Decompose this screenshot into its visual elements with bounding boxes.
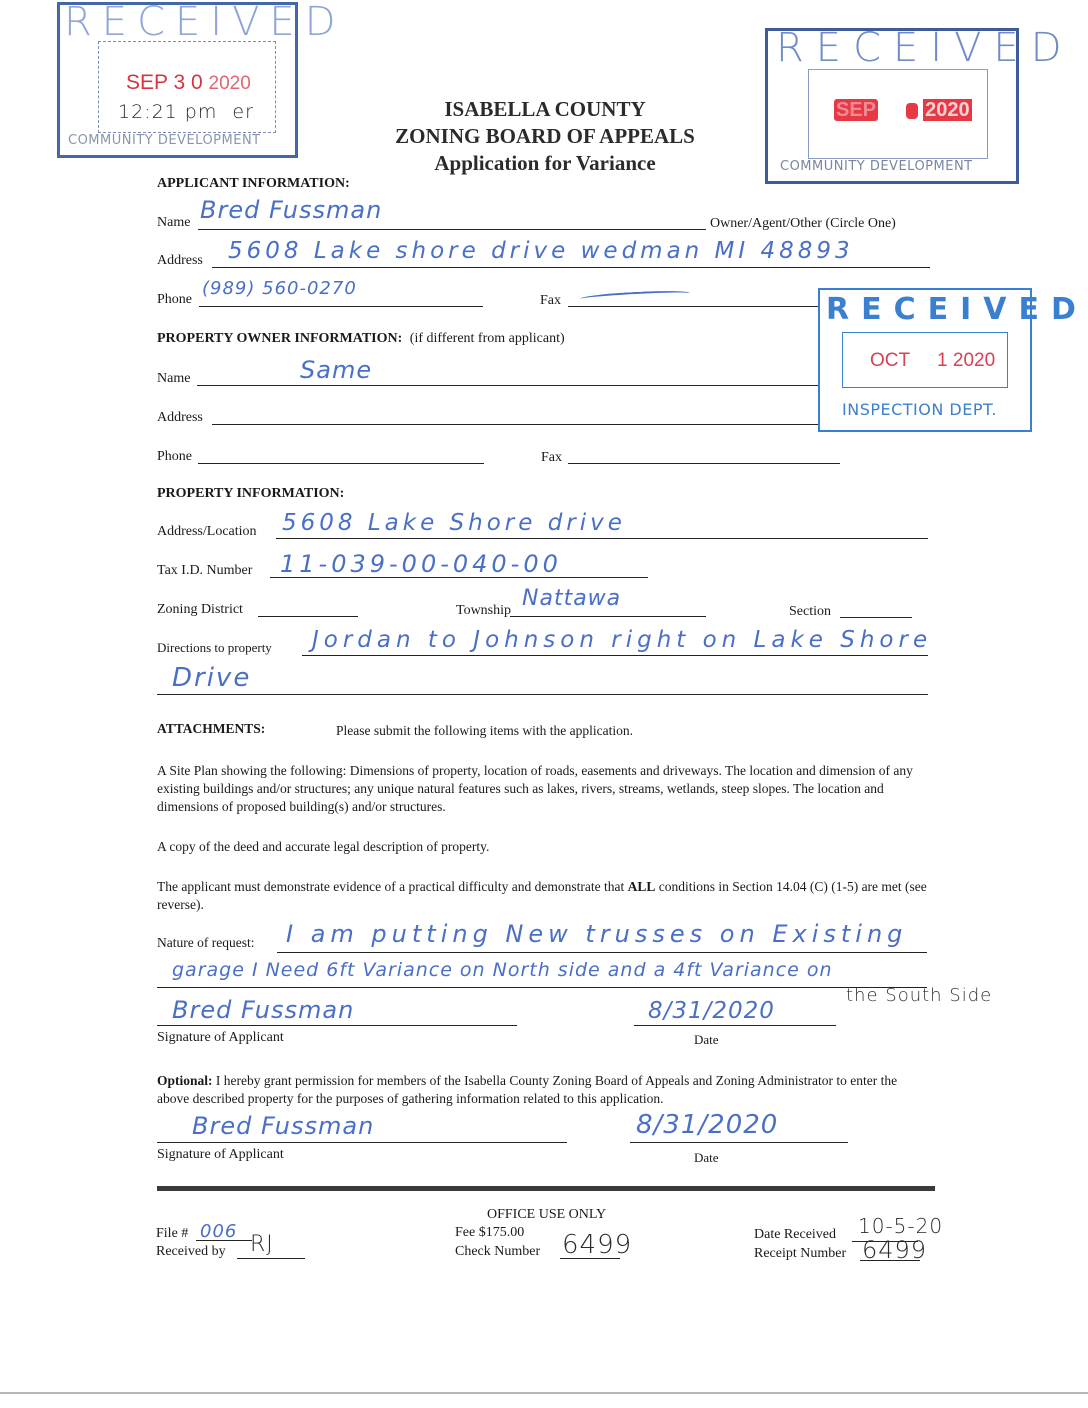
property-directions-value-2: Drive [172,663,252,693]
owner-phone-label: Phone [157,449,192,464]
form-title: Application for Variance [434,151,656,175]
received-stamp-community-development-2 [765,25,1074,184]
office-check-label: Check Number [455,1244,541,1259]
applicant-fax-label: Fax [540,293,561,308]
property-zoning-label: Zoning District [157,602,243,617]
stamp-date-year: 2020 [208,73,251,94]
board-title: ZONING BOARD OF APPEALS [395,124,695,148]
stamp-date [834,99,972,122]
scan-edge-line [0,1392,1088,1394]
stamp-date [126,71,251,95]
office-received-by-field[interactable] [237,1258,305,1259]
request-date-label: Date [694,1032,719,1047]
property-section-title: PROPERTY INFORMATION: [157,486,345,501]
applicant-fax-field[interactable] [568,306,838,307]
office-file-value: 006 [200,1221,238,1242]
attachments-title: ATTACHMENTS: [157,721,266,736]
property-township-label: Township [456,603,512,618]
applicant-address-field[interactable] [212,267,930,268]
optional-date-label: Date [694,1150,719,1165]
applicant-phone-field[interactable] [199,306,483,307]
stamp-date-year: 2020 [952,350,996,371]
owner-fax-label: Fax [541,450,562,465]
applicant-address-value: 5608 Lake shore drive wedman MI 48893 [228,238,854,264]
office-fee: Fee $175.00 [455,1225,525,1240]
office-check-value: 6499 [562,1230,633,1260]
optional-signature-label: Signature of Applicant [157,1147,284,1162]
property-directions-label: Directions to property [157,640,272,655]
optional-signature-value: Bred Fussman [192,1112,375,1140]
property-taxid-label: Tax I.D. Number [157,563,253,578]
request-value-1: I am putting New trusses on Existing [286,920,908,948]
optional-date-value: 8/31/2020 [636,1110,779,1140]
stamp-date-day: 1 [937,350,948,371]
applicant-role-label[interactable]: Owner/Agent/Other (Circle One) [710,216,896,231]
stamp-date [870,350,995,372]
office-received-by-value: RJ [250,1232,274,1257]
owner-fax-field[interactable] [568,463,840,464]
office-title: OFFICE USE ONLY [487,1207,607,1222]
applicant-phone-label: Phone [157,292,192,307]
stamp-word: RECEIVED [64,0,346,45]
stamp-date-month-day: SEP 3 0 [126,71,203,94]
stamp-word: RECEIVED [826,292,1088,327]
stamp-department: COMMUNITY DEVELOPMENT [68,133,261,148]
applicant-phone-value: (989) 560-0270 [202,278,357,299]
owner-name-field[interactable] [197,385,820,386]
property-zoning-field[interactable] [258,616,358,617]
applicant-name-field[interactable] [198,229,706,230]
request-signature-label: Signature of Applicant [157,1030,284,1045]
received-stamp-community-development-1 [57,0,346,158]
stamp-handwritten-time: 12:21 pm er [118,101,254,123]
stamp-department: COMMUNITY DEVELOPMENT [780,159,973,174]
property-address-field[interactable] [276,538,928,539]
request-field-2[interactable] [157,987,927,988]
office-file-label: File # [156,1226,189,1241]
office-date-received-label: Date Received [754,1227,837,1242]
request-date-value: 8/31/2020 [648,998,775,1024]
stamp-date-month: OCT [870,350,910,371]
office-received-by-label: Received by [156,1244,226,1259]
county-title: ISABELLA COUNTY [444,97,646,121]
property-township-value: Nattawa [522,586,622,611]
request-value-2: garage I Need 6ft Variance on North side and a 4ft Variance on [172,959,833,981]
property-address-label: Address/Location [157,524,257,539]
stamp-date-year: 2020 [925,99,970,121]
optional-permission: Optional: I hereby grant permission for members of the Isabella County Zoning Board of Appeals and Zoning Administrator to enter the above described property for the purposes of gathering information related to this application. [157,1073,898,1106]
property-township-field[interactable] [510,616,706,617]
stamp-date-smudge [906,103,918,119]
applicant-section-title: APPLICANT INFORMATION: [157,176,350,191]
owner-name-value: Same [300,356,373,384]
attachments-site-plan: A Site Plan showing the following: Dimensions of property, location of roads, easements and driveways. The location and dimension of any existing buildings and/or structures; any unique natural features such as lakes, rivers, streams, wetlands, steep slopes. The location and dimensions of proposed building(s) and/or structures. [157,763,913,814]
received-stamp-inspection-dept [818,288,1088,432]
request-signature-value: Bred Fussman [172,996,355,1024]
applicant-name-label: Name [157,215,191,230]
optional-date-field[interactable] [630,1142,848,1143]
request-value-overflow: the South Side [846,985,993,1006]
owner-phone-field[interactable] [198,463,484,464]
owner-address-field[interactable] [212,424,820,425]
property-section-field[interactable] [840,617,912,618]
owner-name-label: Name [157,371,191,386]
applicant-fax-dash [580,289,690,303]
office-receipt-value: 6499 [862,1236,928,1264]
property-directions-value-1: Jordan to Johnson right on Lake Shore [312,627,933,653]
form-header [360,96,730,177]
attachments-deed: A copy of the deed and accurate legal description of property. [157,839,490,854]
office-receipt-label: Receipt Number [754,1246,847,1261]
property-address-value: 5608 Lake Shore drive [282,510,626,536]
request-signature-field[interactable] [157,1025,517,1026]
request-field-1[interactable] [277,952,927,953]
office-divider [157,1186,935,1191]
applicant-name-value: Bred Fussman [200,196,383,224]
request-label: Nature of request: [157,935,255,950]
property-directions-field-2[interactable] [157,694,928,695]
property-taxid-value: 11-039-00-040-00 [280,550,562,578]
attachments-requirement: The applicant must demonstrate evidence of a practical difficulty and demonstrate that ALL conditions in Section 14.04 (C) (1-5) are met (see reverse). [157,879,927,912]
optional-signature-field[interactable] [157,1142,567,1143]
stamp-word: RECEIVED [776,25,1074,71]
owner-section-title: PROPERTY OWNER INFORMATION: (if different from applicant) [157,331,565,346]
stamp-department: INSPECTION DEPT. [842,400,997,419]
office-date-received-value: 10-5-20 [858,1214,944,1238]
property-directions-field-1[interactable] [302,655,928,656]
stamp-date-month: SEP [836,99,877,121]
owner-address-label: Address [157,410,203,425]
request-date-field[interactable] [634,1025,836,1026]
applicant-address-label: Address [157,253,203,268]
attachments-intro: Please submit the following items with the application. [336,723,633,738]
property-section-label: Section [789,604,831,619]
